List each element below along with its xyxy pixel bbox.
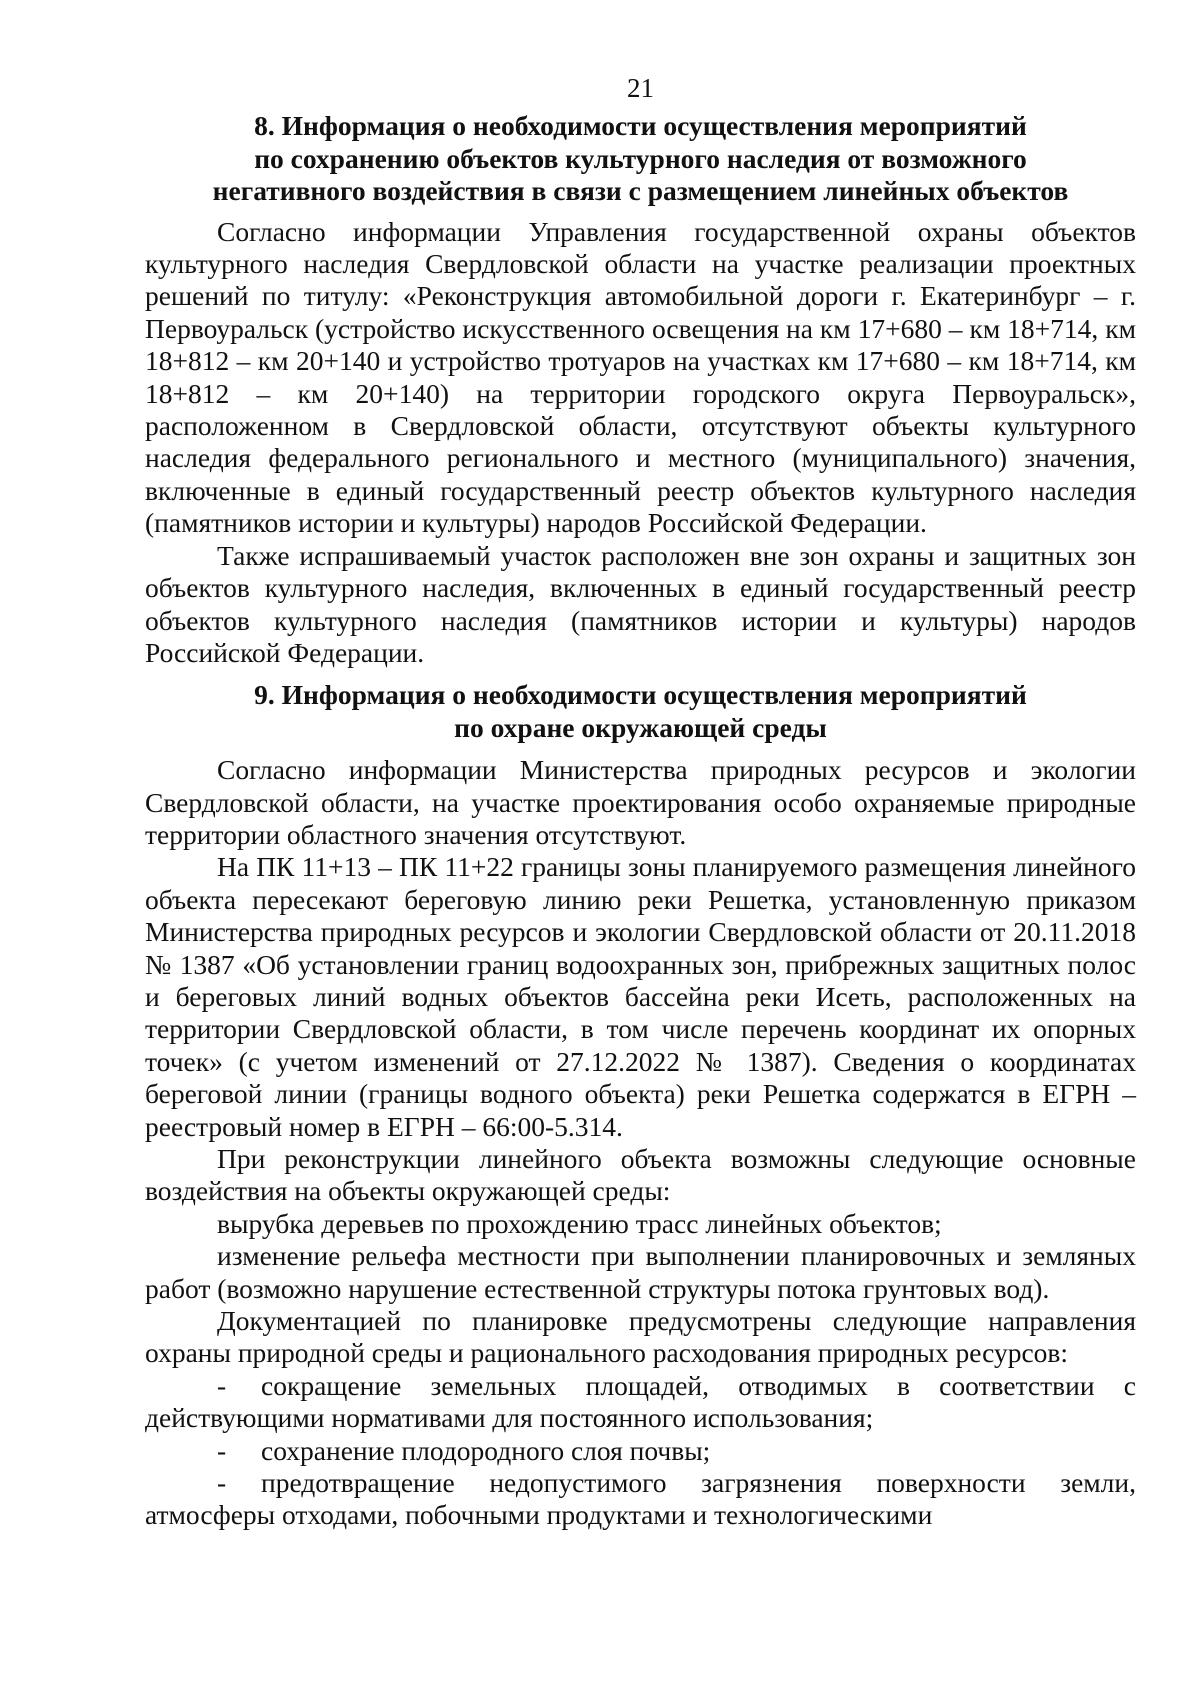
heading-line: 8. Информация о необходимости осуществления мероприятий — [254, 110, 1027, 142]
list-item-text: сокращение земельных площадей, отводимых в соответствии с действующими нормативами для постоянного использования; — [145, 1369, 1136, 1434]
bullet-marker: - — [217, 1467, 227, 1499]
list-item-text: предотвращение недопустимого загрязнения поверхности земли, атмосферы отходами, побочными продуктами и технологическими — [145, 1467, 1136, 1531]
bullet-marker: - — [217, 1369, 227, 1401]
list-item-text: сохранение плодородного слоя почвы; — [261, 1434, 711, 1466]
paragraph: При реконструкции линейного объекта возможны следующие основные воздействия на объекты окружающей среды: — [145, 1143, 1136, 1207]
section-9-heading — [145, 679, 1136, 744]
section-8-heading — [145, 110, 1136, 207]
paragraph: Также испрашиваемый участок расположен вне зон охраны и защитных зон объектов культурного наследия, включенных в единый государственный реестр объектов культурного наследия (памятников истории и культуры) народов Российской Федерации. — [145, 539, 1136, 668]
paragraph: Согласно информации Управления государственной охраны объектов культурного наследия Свердловской области на участке реализации проектных решений по титулу: «Реконструкция автомобильной дороги г. Екатеринбург – г. Первоуральск (устройство искусственного освещения на км 17+680 – км 18+714, км 18+812 – км 20+140 и устройство тротуаров на участках км 17+680 – км 18+714, км 18+812 – км 20+140) на территории городского округа Первоуральск», расположенном в Свердловской области, отсутствуют объекты культурного наследия федерального регионального и местного (муниципального) значения, включенные в единый государственный реестр объектов культурного наследия (памятников истории и культуры) народов Российской Федерации. — [145, 215, 1136, 539]
paragraph: вырубка деревьев по прохождению трасс линейных объектов; — [217, 1207, 942, 1239]
list-item — [145, 1467, 1136, 1532]
page-number: 21 — [627, 73, 654, 103]
heading-line: 9. Информация о необходимости осуществления мероприятий — [254, 679, 1027, 711]
paragraph: изменение рельефа местности при выполнении планировочных и земляных работ (возможно нарушение естественной структуры потока грунтовых вод). — [145, 1240, 1136, 1304]
list-item — [145, 1370, 1136, 1435]
heading-line: негативного воздействия в связи с размещением линейных объектов — [212, 175, 1069, 207]
bullet-marker: - — [217, 1434, 227, 1466]
heading-line: по сохранению объектов культурного наследия от возможного — [254, 142, 1027, 174]
paragraph: Согласно информации Министерства природных ресурсов и экологии Свердловской области, на участке проектирования особо охраняемые природные территории областного значения отсутствуют. — [145, 754, 1136, 850]
paragraph: Документацией по планировке предусмотрены следующие направления охраны природной среды и рационального расходования природных ресурсов: — [145, 1305, 1136, 1369]
paragraph: На ПК 11+13 – ПК 11+22 границы зоны планируемого размещения линейного объекта пересекают береговую линию реки Решетка, установленную приказом Министерства природных ресурсов и экологии Свердловской области от 20.11.2018 № 1387 «Об установлении границ водоохранных зон, прибрежных защитных полос и береговых линий водных объектов бассейна реки Исеть, расположенных на территории Свердловской области, в том числе перечень координат их опорных точек» (с учетом изменений от 27.12.2022 № 1387). Сведения о координатах береговой линии (границы водного объекта) реки Решетка содержатся в ЕГРН – реестровый номер в ЕГРН – 66:00-5.314. — [145, 851, 1136, 1142]
list-item — [145, 1435, 1136, 1467]
heading-line: по охране окружающей среды — [454, 711, 827, 743]
